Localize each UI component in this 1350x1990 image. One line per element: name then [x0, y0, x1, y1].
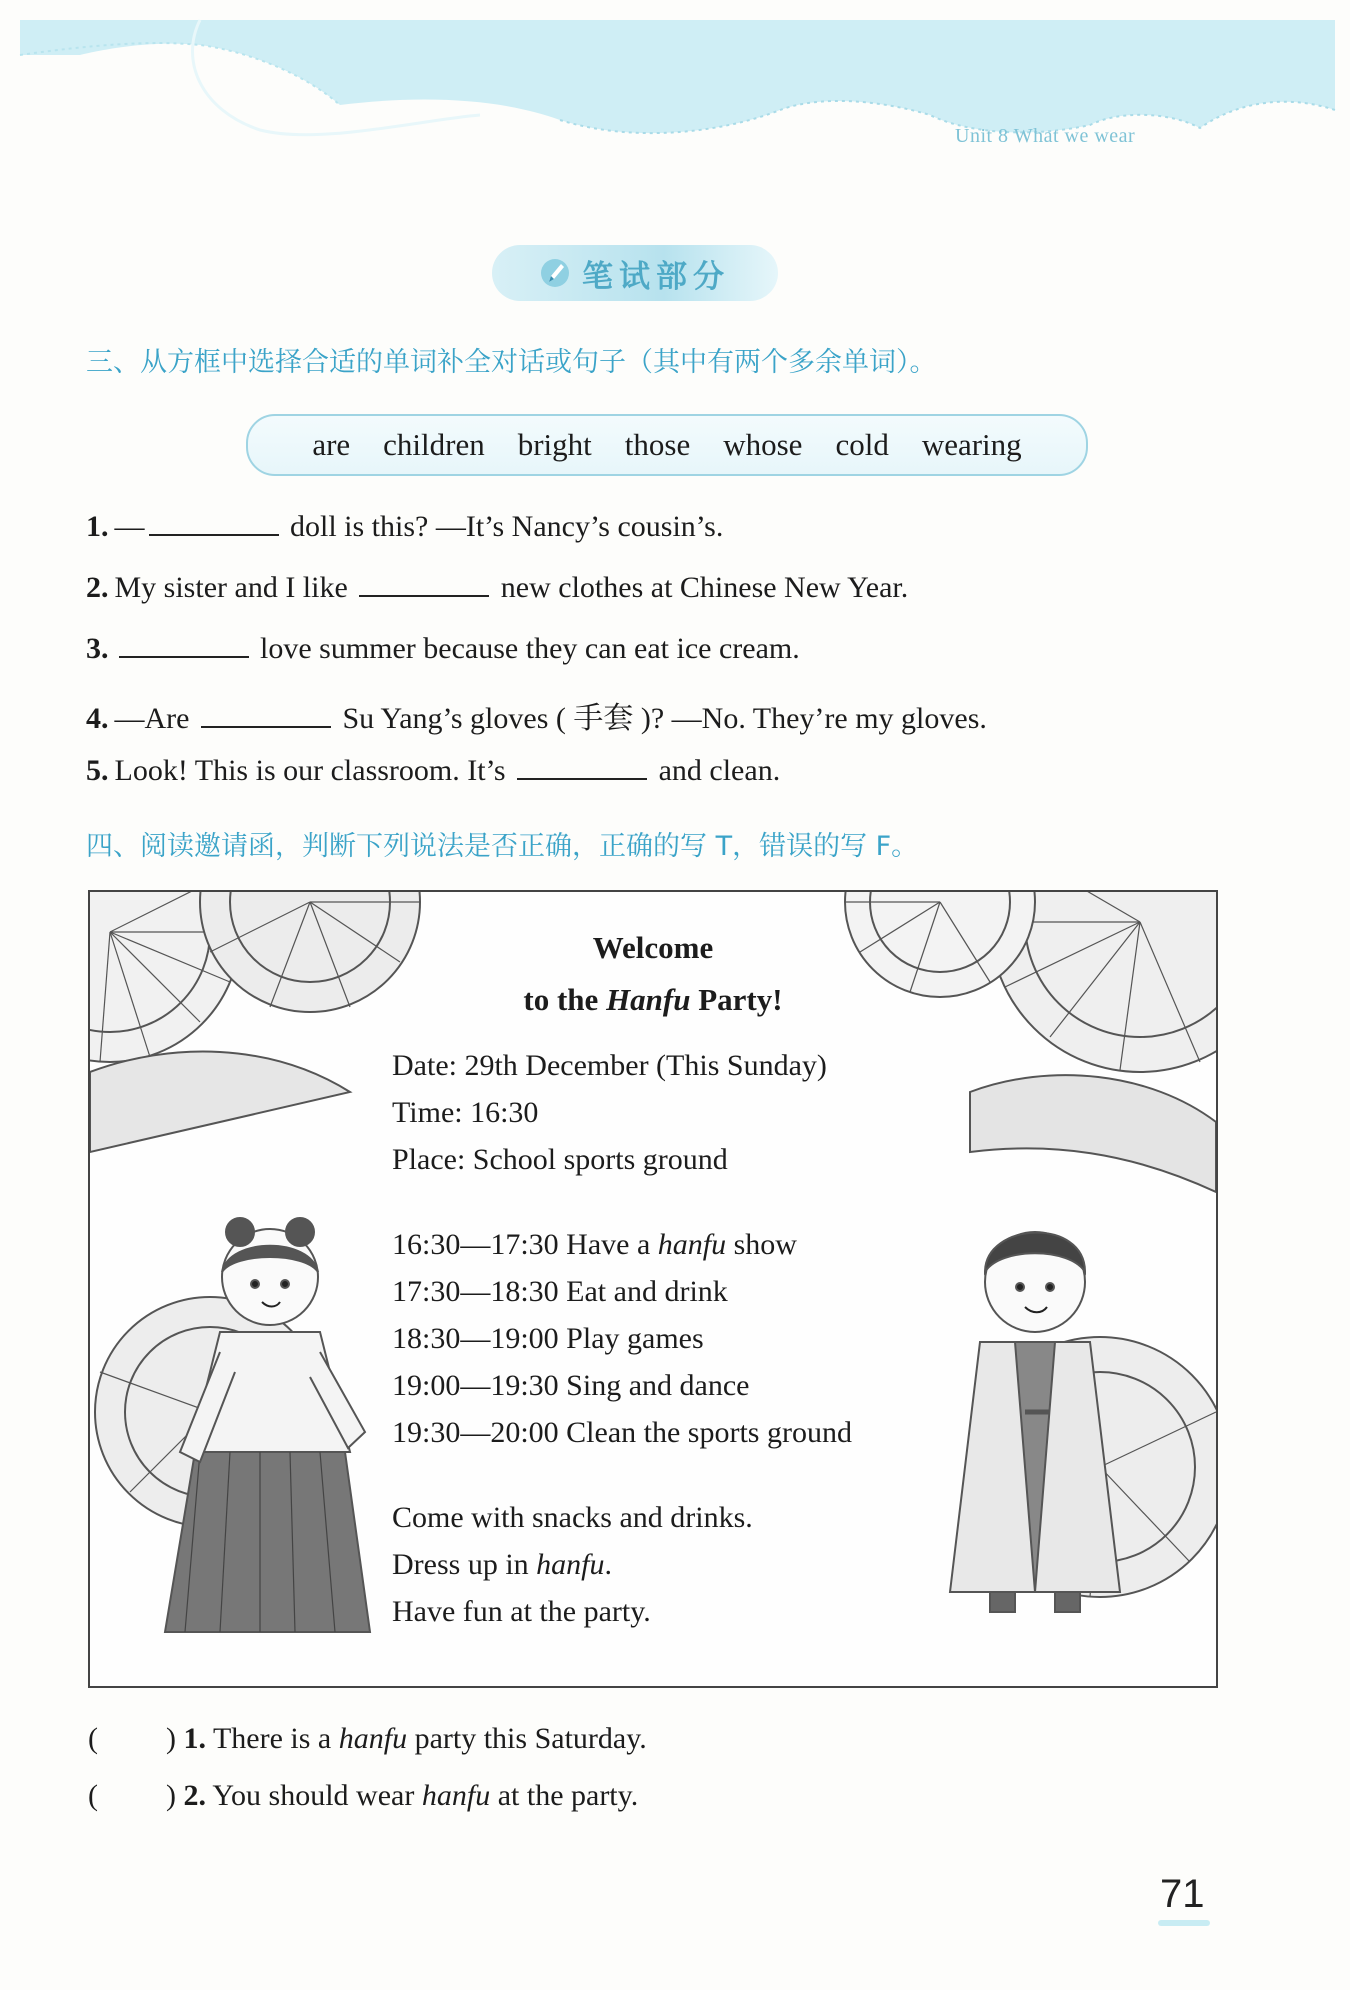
title-emphasis: Hanfu [606, 982, 691, 1017]
part3-heading: 三、从方框中选择合适的单词补全对话或句子（其中有两个多余单词）。 [86, 347, 937, 378]
item-text-post: new clothes at Chinese New Year. [500, 571, 909, 604]
paren-close: ) [166, 1779, 176, 1812]
answer-blank[interactable] [201, 702, 331, 728]
item-text-post: and clean. [658, 754, 781, 787]
item-text: You should wear [206, 1779, 422, 1812]
item-text-pre: My sister and I like [114, 571, 348, 604]
item-text: There is a [206, 1722, 339, 1755]
schedule-text: 16:30—17:30 Have a [392, 1228, 658, 1261]
item-text: at the party. [490, 1779, 639, 1812]
item-number: 2. [183, 1779, 206, 1812]
schedule-text: show [726, 1228, 797, 1261]
answer-paren[interactable] [88, 1779, 166, 1813]
section-banner [492, 245, 778, 301]
item-text-pre: — [114, 510, 145, 543]
item-text-post: doll is this? —It’s Nancy’s cousin’s. [290, 510, 724, 543]
answer-blank[interactable] [359, 571, 489, 597]
invitation-note [392, 1548, 612, 1582]
page-number: 71 [1160, 1872, 1205, 1916]
word-bank-word: cold [835, 427, 889, 462]
paren-open: ( [88, 1779, 98, 1812]
item-number: 3. [86, 632, 109, 665]
answer-blank[interactable] [149, 510, 279, 536]
invitation-place: Place: School sports ground [392, 1143, 728, 1176]
item-number: 1. [183, 1722, 206, 1755]
note-text: Dress up in [392, 1548, 537, 1581]
page-number-underline [1158, 1920, 1210, 1926]
schedule-text: 17:30—18:30 Eat and drink [392, 1275, 728, 1308]
word-bank-word: bright [517, 427, 592, 462]
note-text: Have fun at the party. [392, 1595, 651, 1628]
item-text-pre: Look! This is our classroom. It’s [114, 754, 506, 787]
answer-paren[interactable] [88, 1722, 166, 1756]
schedule-text: 19:00—19:30 Sing and dance [392, 1369, 750, 1402]
pencil-icon [540, 256, 570, 290]
paren-open: ( [88, 1722, 98, 1755]
item-text-pre: —Are [114, 702, 190, 735]
header-cloud-decoration [0, 0, 1350, 160]
invitation-note [392, 1595, 651, 1629]
true-false-item-2 [88, 1779, 638, 1813]
fill-blank-item-4 [86, 693, 987, 737]
fill-blank-item-5 [86, 754, 780, 788]
schedule-text: 19:30—20:00 Clean the sports ground [392, 1416, 852, 1449]
title-text: to the [523, 982, 607, 1017]
true-false-item-1 [88, 1722, 647, 1756]
schedule-text: 18:30—19:00 Play games [392, 1322, 704, 1355]
item-emphasis: hanfu [421, 1779, 491, 1812]
invitation-title-line1: Welcome [592, 930, 714, 965]
invitation-time: Time: 16:30 [392, 1096, 539, 1129]
title-text: Party! [690, 982, 783, 1017]
note-text: . [604, 1548, 612, 1581]
fill-blank-item-1 [86, 510, 723, 544]
word-bank-word: are [312, 427, 351, 462]
section-banner-label: 笔试部分 [582, 258, 730, 295]
item-number: 2. [86, 571, 109, 604]
item-text: party this Saturday. [407, 1722, 647, 1755]
item-number: 5. [86, 754, 109, 787]
schedule-item [392, 1322, 704, 1356]
invitation-note [392, 1501, 753, 1535]
paren-close: ) [166, 1722, 176, 1755]
word-bank [246, 414, 1088, 476]
note-text: Come with snacks and drinks. [392, 1501, 753, 1534]
word-bank-word: children [383, 427, 485, 462]
invitation-title-line2 [90, 982, 1216, 1018]
item-text-post: love summer because they can eat ice cream. [260, 632, 800, 665]
fill-blank-item-2 [86, 571, 908, 605]
item-number: 4. [86, 702, 109, 735]
answer-blank[interactable] [119, 632, 249, 658]
item-emphasis: hanfu [338, 1722, 408, 1755]
invitation-date: Date: 29th December (This Sunday) [392, 1049, 827, 1082]
invitation-card [88, 890, 1218, 1688]
schedule-emphasis: hanfu [657, 1228, 727, 1261]
schedule-item [392, 1275, 728, 1309]
fill-blank-item-3 [86, 632, 800, 666]
word-bank-word: wearing [921, 427, 1022, 462]
schedule-item [392, 1416, 852, 1450]
note-emphasis: hanfu [536, 1548, 605, 1581]
item-text-post: Su Yang’s gloves ( 手套 )? —No. They’re my gloves. [342, 702, 987, 735]
item-number: 1. [86, 510, 109, 543]
schedule-item [392, 1369, 749, 1403]
word-bank-word: whose [723, 427, 803, 462]
word-bank-word: those [624, 427, 691, 462]
part4-heading: 四、阅读邀请函，判断下列说法是否正确，正确的写 T，错误的写 F。 [86, 831, 919, 862]
answer-blank[interactable] [517, 754, 647, 780]
schedule-item [392, 1228, 797, 1262]
unit-label: Unit 8 What we wear [955, 125, 1136, 147]
